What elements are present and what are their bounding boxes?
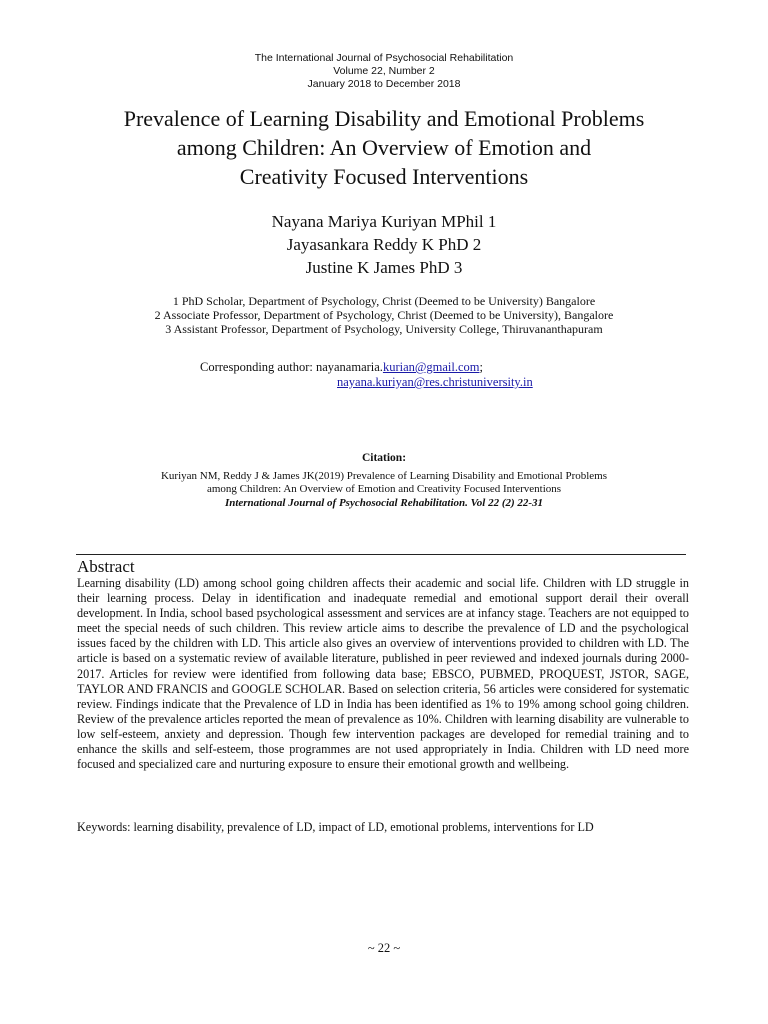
abstract-heading: Abstract [77, 557, 135, 576]
paper-title [40, 104, 728, 191]
page-number: ~ 22 ~ [367, 941, 401, 955]
affiliation-list [0, 294, 768, 336]
affiliation-2: 2 Associate Professor, Department of Psychology, Christ (Deemed to be University), Bangalore [154, 308, 614, 322]
title-line-1: Prevalence of Learning Disability and Emotional Problems [123, 106, 645, 131]
title-line-3: Creativity Focused Interventions [239, 164, 529, 189]
corresponding-author-label: Corresponding author: nayanamaria. [200, 360, 383, 374]
journal-volume: Volume 22, Number 2 [333, 65, 435, 77]
author-list [0, 210, 768, 279]
author-1: Nayana Mariya Kuriyan MPhil 1 [271, 212, 497, 231]
journal-header [0, 52, 768, 91]
citation-block [0, 452, 768, 510]
corresponding-author [200, 360, 533, 390]
affiliation-1: 1 PhD Scholar, Department of Psychology, Christ (Deemed to be University) Bangalore [172, 294, 596, 308]
affiliation-3: 3 Assistant Professor, Department of Psychology, University College, Thiruvananthapuram [165, 322, 603, 336]
author-3: Justine K James PhD 3 [305, 258, 463, 277]
citation-journal: International Journal of Psychosocial Rehabilitation. Vol 22 (2) 22-31 [224, 496, 544, 509]
citation-line-1: Kuriyan NM, Reddy J & James JK(2019) Prevalence of Learning Disability and Emotional Problems [160, 469, 608, 482]
title-line-2: among Children: An Overview of Emotion and [176, 135, 592, 160]
email-link-secondary[interactable]: nayana.kuriyan@res.christuniversity.in [337, 375, 533, 389]
keywords: Keywords: learning disability, prevalence of LD, impact of LD, emotional problems, interventions for LD [77, 820, 594, 834]
journal-name: The International Journal of Psychosocial Rehabilitation [254, 52, 514, 64]
author-2: Jayasankara Reddy K PhD 2 [286, 235, 482, 254]
citation-line-2: among Children: An Overview of Emotion and Creativity Focused Interventions [206, 483, 562, 495]
journal-date: January 2018 to December 2018 [307, 78, 461, 90]
abstract-body: Learning disability (LD) among school going children affects their academic and social life. Children with LD struggle in their learning process. Delay in identification and inadequate remedial and emotional support derail their overall development. In India, school based psychological assessment and services are at infancy stage. Teachers are not equipped to meet the special needs of such children. This review article aims to describe the prevalence of LD and the psychological issues faced by the children with LD. This article also gives an overview of interventions provided to children with LD. The article is based on a systematic review of available literature, published in peer reviewed and indexed journals during 2000-2017. Articles for review were identified from following data base; EBSCO, PUBMED, PROQUEST, JSTOR, SAGE, TAYLOR AND FRANCIS and GOOGLE SCHOLAR. Based on selection criteria, 56 articles were considered for systematic review. Findings indicate that the Prevalence of LD in India has been identified as 1% to 19% among school going children. Review of the prevalence articles reported the mean of prevalence as 10%. Children with learning disability are vulnerable to low self-esteem, anxiety and depression. Though few intervention packages are developed for remedial training and to enhance the skills and self-esteem, those programmes are not used appropriately in India. Children with LD need more focused and specialized care and nurturing exposure to ensure their emotional growth and wellbeing. [77, 576, 689, 772]
email-separator: ; [479, 360, 483, 374]
citation-heading: Citation: [361, 452, 407, 464]
email-link-primary[interactable]: kurian@gmail.com [382, 360, 480, 374]
section-divider [76, 554, 686, 555]
